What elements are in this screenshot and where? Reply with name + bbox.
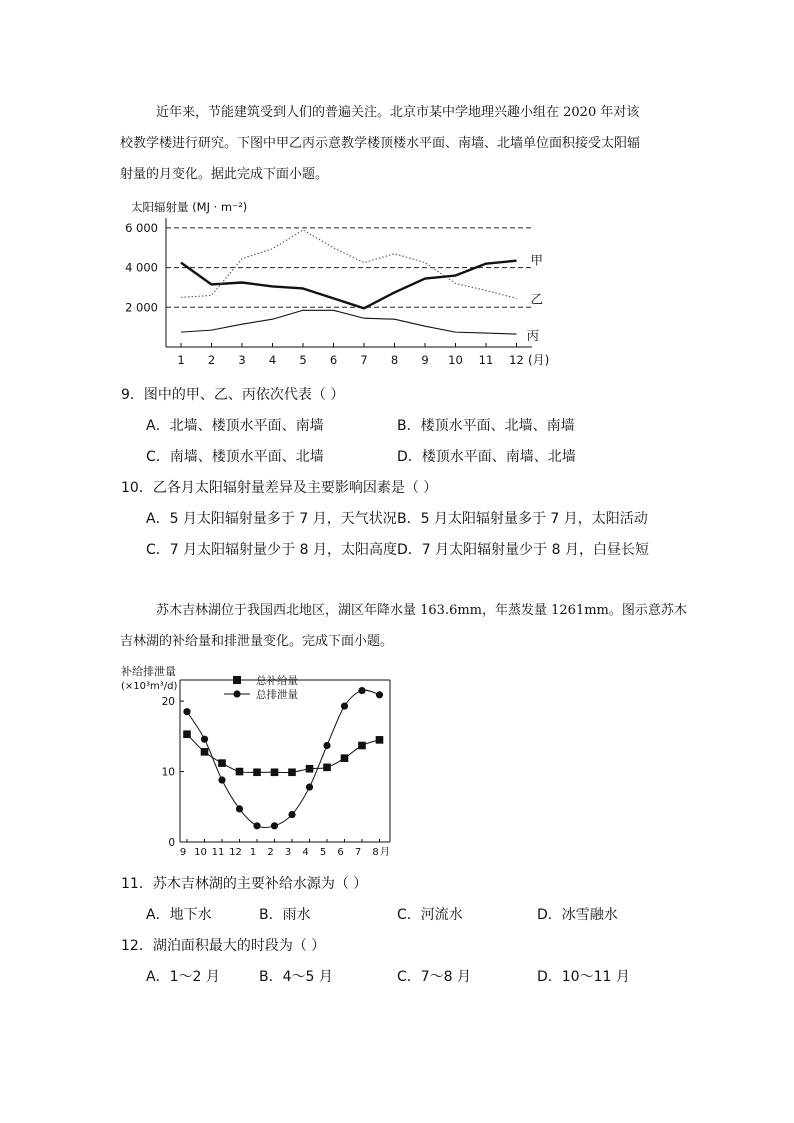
chart1-ytick-label: 6 000 <box>125 220 158 235</box>
chart2-xtick-label: 6 <box>337 847 344 858</box>
intro-2-line-2: 吉林湖的补给量和排泄量变化。完成下面小题。 <box>120 634 394 649</box>
chart2-discharge-point <box>306 783 313 790</box>
legend-discharge-label: 总排泄量 <box>256 689 298 701</box>
legend-recharge-label: 总补给量 <box>256 675 298 687</box>
chart2-xtick-label: 3 <box>284 847 292 858</box>
chart1-series-label: 乙 <box>530 291 544 307</box>
chart2-series-line <box>187 690 380 827</box>
chart2-discharge-point <box>183 708 190 715</box>
chart2-discharge-point <box>358 687 365 694</box>
chart1-xtick-label: 8 <box>390 353 399 367</box>
chart1-xtick-label: 5 <box>299 353 307 367</box>
legend-square-marker <box>233 676 241 684</box>
intro-paragraph-2 <box>120 595 687 657</box>
chart1-xtick-label: 7 <box>360 353 368 367</box>
chart1-ytick-label: 4 000 <box>125 260 158 275</box>
intro-1-line-3: 射量的月变化。据此完成下面小题。 <box>120 167 329 182</box>
chart1-xtick-label: 12 <box>509 353 524 367</box>
q9-stem: 9．图中的甲、乙、丙依次代表（ ） <box>121 387 345 403</box>
intro-paragraph-1 <box>120 97 680 190</box>
chart2-recharge-point <box>183 730 191 738</box>
q11-stem: 11．苏木吉林湖的主要补给水源为（ ） <box>121 876 368 892</box>
chart2-xtick-label: 1 <box>249 847 257 858</box>
q11-option-d[interactable]: D．冰雪融水 <box>537 907 618 923</box>
chart1-series-line <box>181 230 517 298</box>
q10-option-c[interactable]: C．7 月太阳辐射量少于 8 月，太阳高度 <box>146 542 397 558</box>
q9-option-d[interactable]: D．楼顶水平面、南墙、北墙 <box>397 449 576 465</box>
q12-option-c[interactable]: C．7～8 月 <box>397 969 472 985</box>
q10-option-b[interactable]: B．5 月太阳辐射量多于 7 月，太阳活动 <box>397 511 648 527</box>
chart2-recharge-point <box>201 748 209 756</box>
chart1-xtick-label: 10 <box>448 353 463 367</box>
chart1-series-line <box>181 261 517 309</box>
chart2-recharge-point <box>306 765 314 773</box>
chart2-discharge-point <box>323 742 330 749</box>
chart2-recharge-point <box>271 768 279 776</box>
chart2-discharge-point <box>253 822 260 829</box>
chart1-xtick-label: 6 <box>329 353 338 367</box>
q12-option-d[interactable]: D．10～11 月 <box>537 969 630 985</box>
q9-option-c[interactable]: C．南墙、楼顶水平面、北墙 <box>146 449 324 465</box>
q12-option-b[interactable]: B．4～5 月 <box>259 969 333 985</box>
chart1-xtick-label: 4 <box>268 353 277 367</box>
chart2-recharge-point <box>253 768 261 776</box>
chart2-xtick-label: 2 <box>267 847 274 858</box>
q9-option-b[interactable]: B．楼顶水平面、北墙、南墙 <box>397 418 575 434</box>
chart2-recharge-point <box>341 754 349 762</box>
chart2-x-unit: 月 <box>380 847 390 858</box>
chart2-discharge-point <box>288 811 295 818</box>
chart1-series-label: 丙 <box>526 328 540 344</box>
chart2-recharge-point <box>236 768 244 776</box>
chart2-recharge-point <box>323 764 331 772</box>
chart2-xtick-label: 12 <box>229 847 242 858</box>
chart2-ytick-label: 0 <box>168 837 175 849</box>
chart2-legend <box>224 674 298 701</box>
chart2-recharge-point <box>288 768 296 776</box>
legend-circle-marker <box>233 690 240 697</box>
chart2-xtick-label: 10 <box>194 847 207 858</box>
intro-1-line-2: 校教学楼进行研究。下图中甲乙丙示意教学楼顶楼水平面、南墙、北墙单位面积接受太阳辐 <box>120 136 641 151</box>
chart1-xtick-label: 11 <box>478 353 494 367</box>
chart1-xtick-label: 2 <box>207 353 216 367</box>
chart2-xtick-label: 11 <box>211 847 225 858</box>
q11-option-b[interactable]: B．雨水 <box>259 907 311 923</box>
q12-stem: 12．湖泊面积最大的时段为（ ） <box>121 938 326 954</box>
q11-option-c[interactable]: C．河流水 <box>397 907 463 923</box>
q11-option-a[interactable]: A．地下水 <box>146 907 212 923</box>
chart2-ytick-label: 20 <box>161 696 175 709</box>
chart2-recharge-point <box>376 736 384 744</box>
chart1-xtick-label: 3 <box>238 353 246 367</box>
chart2-discharge-point <box>376 691 383 698</box>
chart2-xtick-label: 5 <box>319 847 327 858</box>
chart1-x-unit: (月) <box>528 353 550 367</box>
chart2-discharge-point <box>271 822 278 829</box>
q9-option-a[interactable]: A．北墙、楼顶水平面、南墙 <box>146 418 324 434</box>
chart2-discharge-point <box>201 736 208 743</box>
chart2-discharge-point <box>236 805 243 812</box>
chart1-xtick-label: 9 <box>421 353 429 367</box>
chart1-ytick-label: 2 000 <box>125 300 158 315</box>
intro-2-line-1: 苏木吉林湖位于我国西北地区，湖区年降水量 163.6mm，年蒸发量 1261mm。图示意苏木 <box>156 603 687 618</box>
chart2-xtick-label: 7 <box>354 847 362 858</box>
chart1-series-label: 甲 <box>530 252 544 268</box>
chart2-ylabel-line1: 补给排泄量 <box>121 665 176 678</box>
chart2-ylabel-line2: (×10³m³/d) <box>121 681 178 692</box>
q12-option-a[interactable]: A．1～2 月 <box>146 969 220 985</box>
chart1-xtick-label: 1 <box>177 353 185 367</box>
chart2-series-line <box>187 734 380 772</box>
chart2-recharge-point <box>218 759 226 767</box>
q10-option-d[interactable]: D．7 月太阳辐射量少于 8 月，白昼长短 <box>397 542 649 558</box>
chart2-ytick-label: 10 <box>161 766 175 779</box>
q10-option-a[interactable]: A．5 月太阳辐射量多于 7 月，天气状况 <box>146 511 397 527</box>
chart2-xtick-label: 9 <box>179 847 187 858</box>
intro-1-line-1: 近年来，节能建筑受到人们的普遍关注。北京市某中学地理兴趣小组在 2020 年对该 <box>156 105 640 120</box>
chart2-xtick-label: 8 <box>372 847 379 858</box>
chart1-series-line <box>181 310 517 334</box>
chart1-ylabel: 太阳辐射量 (MJ · m⁻²) <box>131 200 248 214</box>
chart2-discharge-point <box>218 776 225 783</box>
chart2-xtick-label: 4 <box>302 847 309 858</box>
chart2-recharge-point <box>358 742 366 750</box>
chart2-discharge-point <box>341 702 348 709</box>
q10-stem: 10．乙各月太阳辐射量差异及主要影响因素是（ ） <box>121 480 438 496</box>
